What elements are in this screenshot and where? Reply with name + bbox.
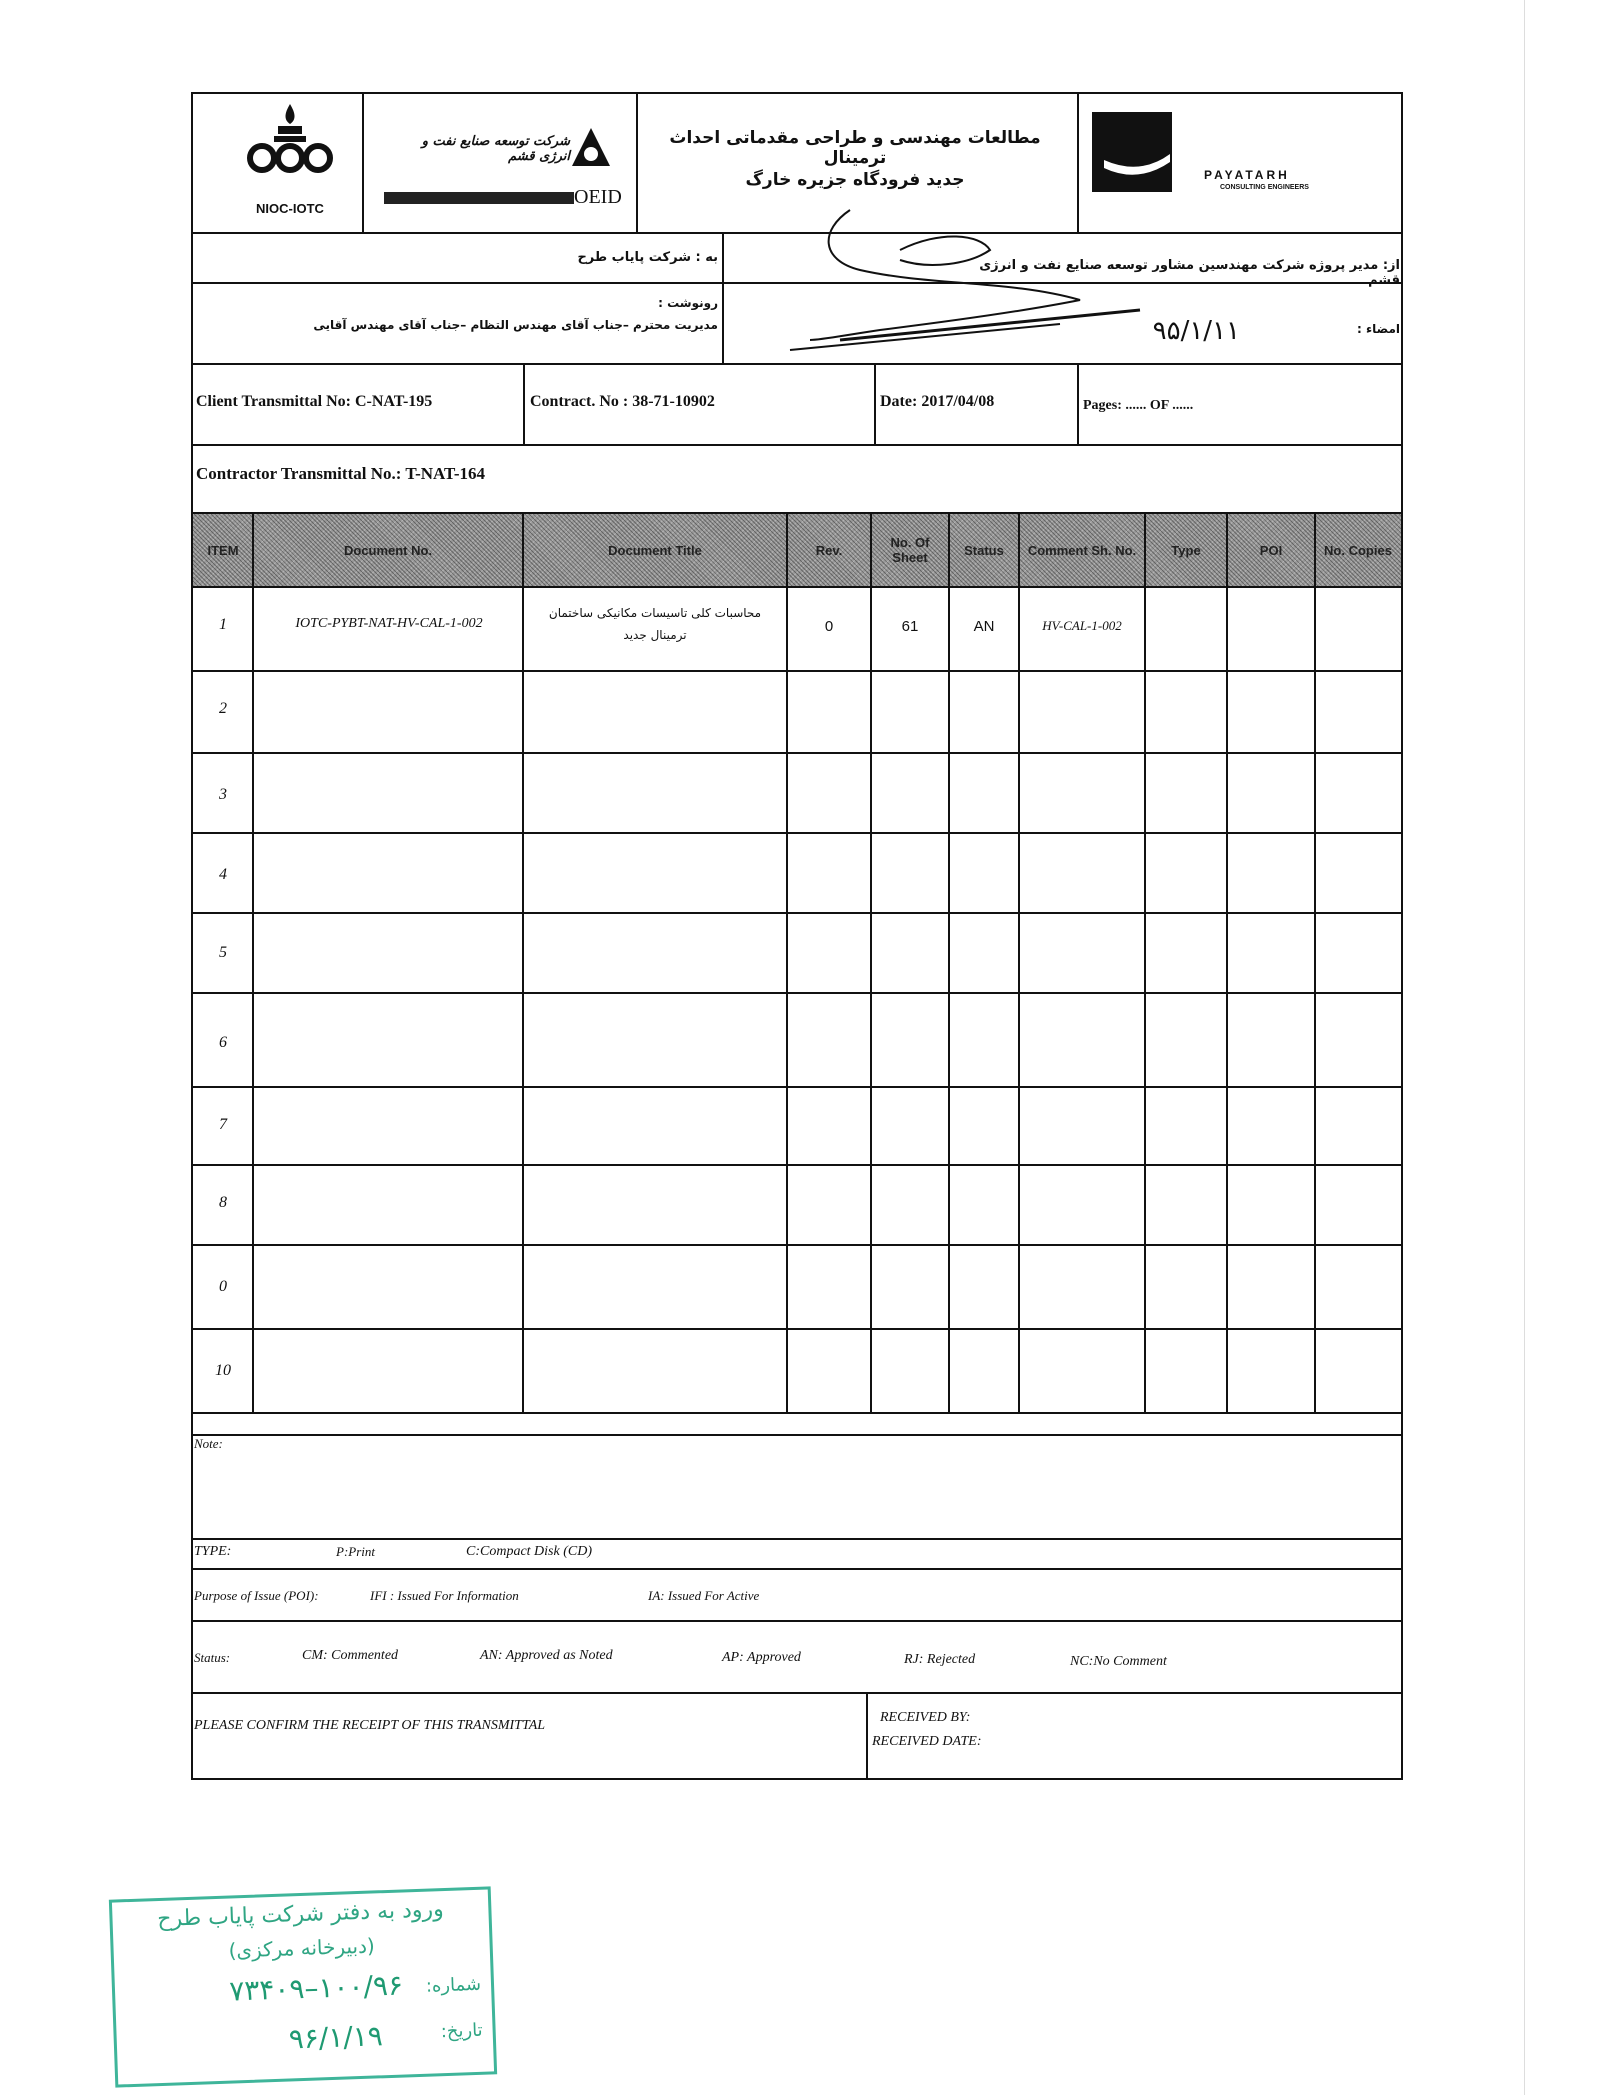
row-item-number: 0 — [219, 1278, 227, 1295]
row-item-number: 8 — [219, 1194, 227, 1211]
oeid-logo-text: OEID — [574, 186, 622, 208]
row-line — [191, 1328, 1403, 1330]
col-line — [1314, 514, 1316, 1412]
row-line — [191, 832, 1403, 834]
col-header-copies: No. Copies — [1324, 542, 1392, 558]
pages-count: Pages: ...... OF ...... — [1083, 398, 1194, 413]
note-label: Note: — [194, 1436, 223, 1451]
transmittal-date: Date: 2017/04/08 — [880, 393, 995, 410]
info-divider-2 — [874, 363, 876, 444]
oeid-company-text: شرکت توسعه صنایع نفت و انرژی قشم — [421, 134, 570, 164]
cc-label: رونوشت : — [658, 296, 718, 310]
nioc-logo — [240, 100, 340, 225]
type-label: TYPE: — [194, 1544, 232, 1559]
project-title-line1: مطالعات مهندسی و طراحی مقدماتی احداث ترمینال — [669, 128, 1041, 168]
col-header-poi: POI — [1259, 542, 1283, 558]
row-item-number: 3 — [219, 786, 227, 803]
oeid-logo — [380, 120, 630, 220]
col-line — [1018, 514, 1020, 1412]
col-header-item: ITEM — [207, 542, 239, 558]
poi-rule — [191, 1620, 1403, 1622]
row-document-number: IOTC-PYBT-NAT-HV-CAL-1-002 — [295, 616, 483, 631]
status-rejected: RJ: Rejected — [904, 1652, 976, 1667]
stamp-number-value: ۱۰۰/۹۶–۷۳۴۰۹ — [228, 1968, 404, 2008]
row-item-number: 5 — [219, 944, 227, 961]
poi-ia: IA: Issued For Active — [648, 1588, 760, 1603]
stamp-date-label: تاریخ: — [440, 2019, 483, 2043]
confirm-divider — [866, 1692, 868, 1780]
scan-edge-line — [1524, 0, 1525, 2095]
cc-value: مدیریت محترم –جناب آقای مهندس التظام –جناب آقای مهندس آقایی — [313, 318, 718, 332]
row-item-number: 4 — [219, 866, 227, 883]
row-line — [191, 1086, 1403, 1088]
row-line — [191, 912, 1403, 914]
stamp-date-value: ۹۶/۱/۱۹ — [288, 2019, 384, 2056]
signature-label: امضاء : — [1357, 322, 1400, 336]
header-divider-2 — [636, 92, 638, 232]
received-date-label: RECEIVED DATE: — [872, 1734, 982, 1749]
row-item-number: 6 — [219, 1034, 227, 1051]
payatarh-sub-text: CONSULTING ENGINEERS — [1220, 184, 1309, 191]
nioc-flame-icon — [240, 100, 340, 180]
client-transmittal: Client Transmittal No: C-NAT-195 — [196, 393, 433, 410]
to-label: به : شرکت پایاب طرح — [577, 250, 718, 265]
col-header-rev: Rev. — [815, 542, 843, 558]
status-rule — [191, 1692, 1403, 1694]
row-document-title: محاسبات کلی تاسیسات مکانیکی ساختمان — [548, 606, 762, 620]
row-line — [191, 992, 1403, 994]
row-line — [191, 1244, 1403, 1246]
status-label: Status: — [194, 1650, 231, 1665]
stamp-number-label: شماره: — [425, 1973, 482, 1997]
col-line — [948, 514, 950, 1412]
from-label: از: مدیر پروژه شرکت مهندسین مشاور توسعه صنایع نفت و انرژی قشم — [979, 258, 1400, 288]
row-item-number: 1 — [219, 616, 227, 633]
contractor-transmittal: Contractor Transmittal No.: T-NAT-164 — [196, 464, 485, 483]
row-item-number: 10 — [215, 1362, 231, 1379]
note-box — [191, 1434, 1403, 1540]
reception-stamp — [109, 1886, 497, 2087]
info-divider-3 — [1077, 363, 1079, 444]
table-bottom-rule — [191, 1412, 1403, 1414]
col-line — [1226, 514, 1228, 1412]
row-item-number: 7 — [219, 1116, 227, 1133]
stamp-line1: ورود به دفتر شرکت پایاب طرح — [156, 1897, 445, 1933]
payatarh-mark-icon — [1090, 110, 1174, 194]
info-bottom-rule — [191, 444, 1403, 446]
type-compact-disk: C:Compact Disk (CD) — [466, 1544, 592, 1559]
info-divider-1 — [523, 363, 525, 444]
payatarh-logo-text: PAYATARH — [1204, 168, 1290, 182]
contract-number: Contract. No : 38-71-10902 — [530, 393, 715, 410]
status-commented: CM: Commented — [302, 1648, 399, 1663]
col-header-document-title: Document Title — [608, 542, 702, 558]
row-line — [191, 670, 1403, 672]
row-comment-sheet: HV-CAL-1-002 — [1042, 618, 1122, 633]
nioc-logo-text: NIOC-IOTC — [256, 201, 324, 216]
confirm-receipt-text: PLEASE CONFIRM THE RECEIPT OF THIS TRANSMITTAL — [194, 1718, 546, 1733]
row-status: AN — [973, 618, 995, 635]
row-line — [191, 586, 1403, 588]
col-header-comment: Comment Sh. No. — [1027, 542, 1137, 558]
received-by-label: RECEIVED BY: — [880, 1710, 971, 1725]
row-line — [191, 1164, 1403, 1166]
type-rule — [191, 1568, 1403, 1570]
type-print: P:Print — [336, 1544, 375, 1559]
row-item-number: 2 — [219, 700, 227, 717]
col-header-sheets: No. Of Sheet — [890, 535, 930, 565]
col-line — [252, 514, 254, 1412]
stamp-line2: (دبیرخانه مرکزی) — [228, 1933, 376, 1963]
project-title-line2: جدید فرودگاه جزیره خارگ — [745, 170, 965, 190]
handwritten-date: ۹۵/۱/۱۱ — [1152, 316, 1240, 346]
row-revision: 0 — [824, 618, 834, 635]
poi-ifi: IFI : Issued For Information — [370, 1588, 519, 1603]
row-sheet-count: 61 — [901, 618, 919, 635]
col-line — [522, 514, 524, 1412]
header-divider-1 — [362, 92, 364, 232]
status-approved-as-noted: AN: Approved as Noted — [480, 1648, 613, 1663]
col-header-document-no: Document No. — [343, 542, 433, 558]
col-line — [870, 514, 872, 1412]
col-line — [1144, 514, 1146, 1412]
col-header-type: Type — [1171, 542, 1201, 558]
col-header-status: Status — [964, 542, 1004, 558]
row-line — [191, 752, 1403, 754]
oeid-black-bar — [384, 192, 574, 204]
poi-label: Purpose of Issue (POI): — [194, 1588, 319, 1603]
status-approved: AP: Approved — [722, 1650, 801, 1665]
col-line — [786, 514, 788, 1412]
oeid-triangle-icon — [570, 126, 612, 168]
row-document-title-cont: ترمینال جدید — [623, 628, 687, 642]
recipients-divider — [722, 232, 724, 363]
status-no-comment: NC:No Comment — [1070, 1654, 1167, 1669]
